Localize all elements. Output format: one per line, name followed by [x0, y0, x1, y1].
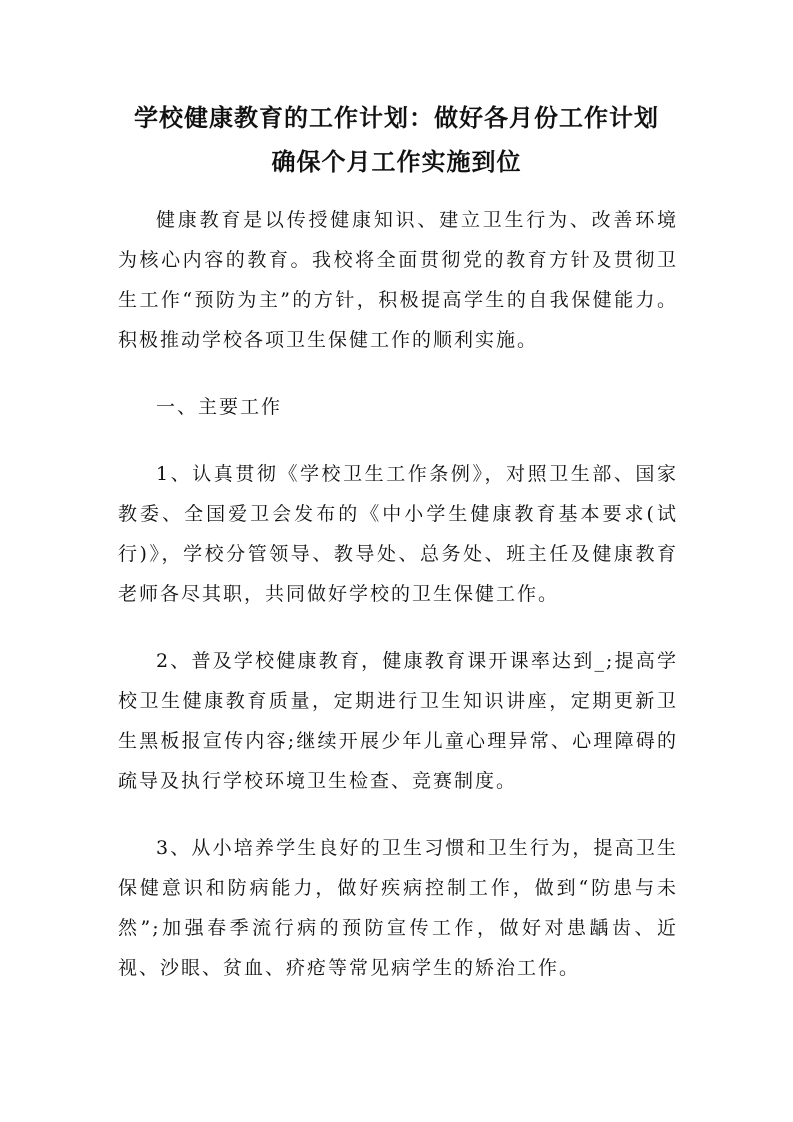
work-item-3: 3、从小培养学生良好的卫生习惯和卫生行为，提高卫生保健意识和防病能力，做好疾病控制工作，做到“防患与未然”;加强春季流行病的预防宣传工作，做好对患龋齿、近视、沙眼、贫血、疥疮等常见病学生的矫治工作。: [118, 837, 678, 979]
intro-paragraph: 健康教育是以传授健康知识、建立卫生行为、改善环境为核心内容的教育。我校将全面贯彻党的教育方针及贯彻卫生工作“预防为主”的方针，积极提高学生的自我保健能力。积极推动学校各项卫生保健工作的顺利实施。: [118, 209, 678, 351]
work-item-2: 2、普及学校健康教育，健康教育课开课率达到_;提高学校卫生健康教育质量，定期进行卫生知识讲座，定期更新卫生黑板报宣传内容;继续开展少年儿童心理异常、心理障碍的疏导及执行学校环境卫生检查、竞赛制度。: [118, 650, 678, 792]
section-heading: 一、主要工作: [156, 396, 283, 418]
work-item-1: 1、认真贯彻《学校卫生工作条例》，对照卫生部、国家教委、全国爱卫会发布的《中小学生健康教育基本要求(试行)》，学校分管领导、教导处、总务处、班主任及健康教育老师各尽其职，共同做好学校的卫生保健工作。: [118, 463, 678, 605]
document-title: [100, 96, 693, 184]
title-line-1: 学校健康教育的工作计划：做好各月份工作计划: [134, 103, 659, 132]
document-body: [118, 200, 678, 1015]
title-line-2: 确保个月工作实施到位: [271, 147, 522, 176]
